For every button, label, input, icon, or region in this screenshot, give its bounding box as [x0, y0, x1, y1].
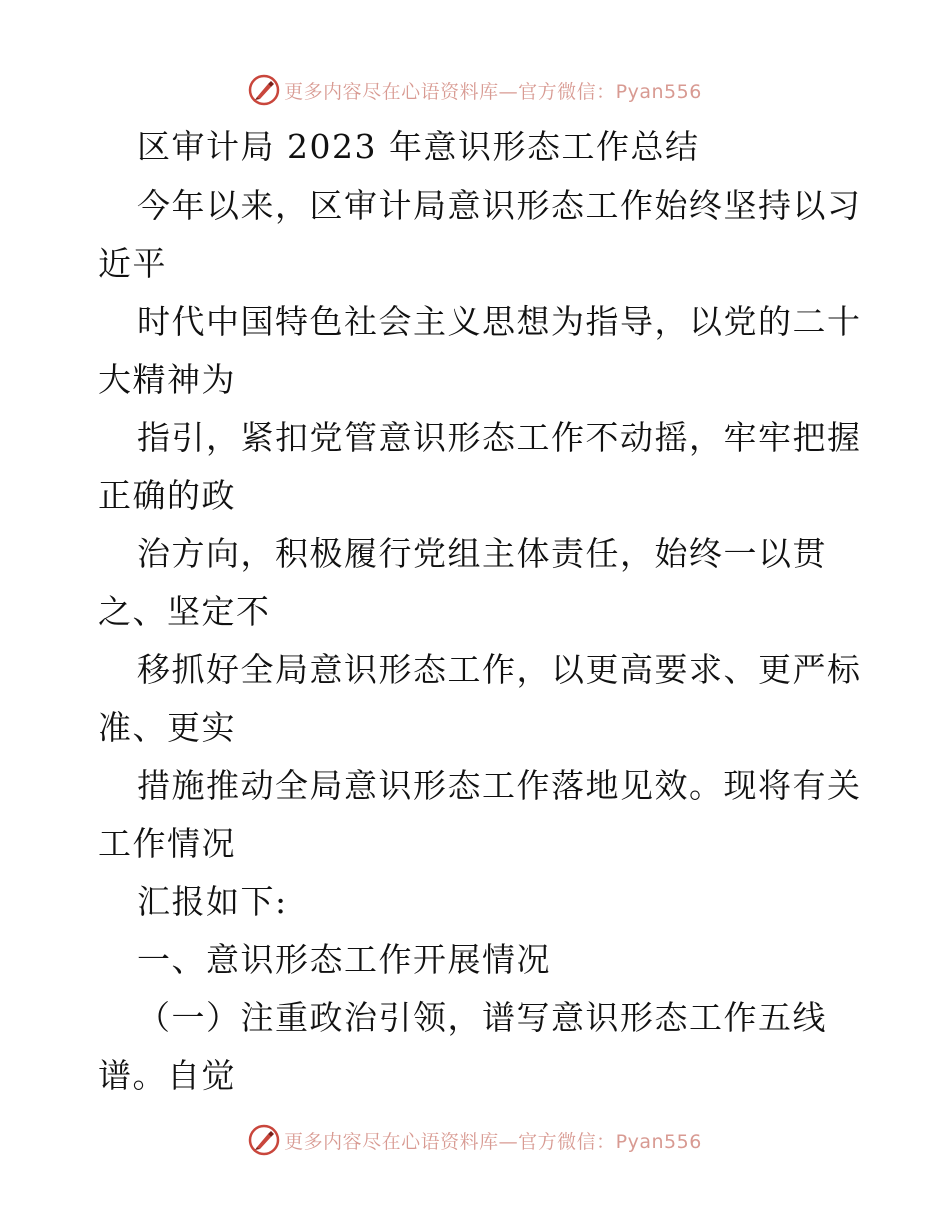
paragraph-line: 治方向，积极履行党组主体责任，始终一以贯	[137, 534, 827, 573]
watermark-wechat-id: Pyan556	[615, 80, 702, 103]
paragraph-line: 时代中国特色社会主义思想为指导，以党的二十	[137, 302, 862, 341]
paragraph-line: 汇报如下:	[137, 882, 288, 921]
pen-logo-icon	[248, 1124, 280, 1156]
paragraph-line: 措施推动全局意识形态工作落地见效。现将有关	[137, 766, 862, 805]
paragraph-line: 正确的政	[98, 476, 236, 515]
paragraph-line: 工作情况	[98, 824, 236, 863]
paragraph-line: 谱。自觉	[98, 1056, 236, 1095]
watermark-text	[284, 77, 702, 104]
watermark-text	[284, 1127, 702, 1154]
watermark-wechat-id: Pyan556	[615, 1130, 702, 1153]
paragraph-line: 近平	[98, 244, 167, 283]
paragraph-line: 准、更实	[98, 708, 236, 747]
watermark-label: 更多内容尽在心语资料库—官方微信：	[284, 1130, 616, 1153]
watermark-label: 更多内容尽在心语资料库—官方微信：	[284, 80, 616, 103]
paragraph-line: 今年以来，区审计局意识形态工作始终坚持以习	[137, 186, 862, 225]
subsection-heading: （一）注重政治引领，谱写意识形态工作五线	[137, 998, 827, 1037]
document-title: 区审计局 2023 年意识形态工作总结	[137, 127, 700, 166]
paragraph-line: 大精神为	[98, 360, 236, 399]
paragraph-line: 之、坚定不	[98, 592, 271, 631]
paragraph-line: 指引，紧扣党管意识形态工作不动摇，牢牢把握	[137, 418, 862, 457]
section-heading: 一、意识形态工作开展情况	[137, 940, 551, 979]
pen-logo-icon	[248, 74, 280, 106]
paragraph-line: 移抓好全局意识形态工作，以更高要求、更严标	[137, 650, 862, 689]
watermark-header	[0, 70, 950, 110]
watermark-footer	[0, 1120, 950, 1160]
